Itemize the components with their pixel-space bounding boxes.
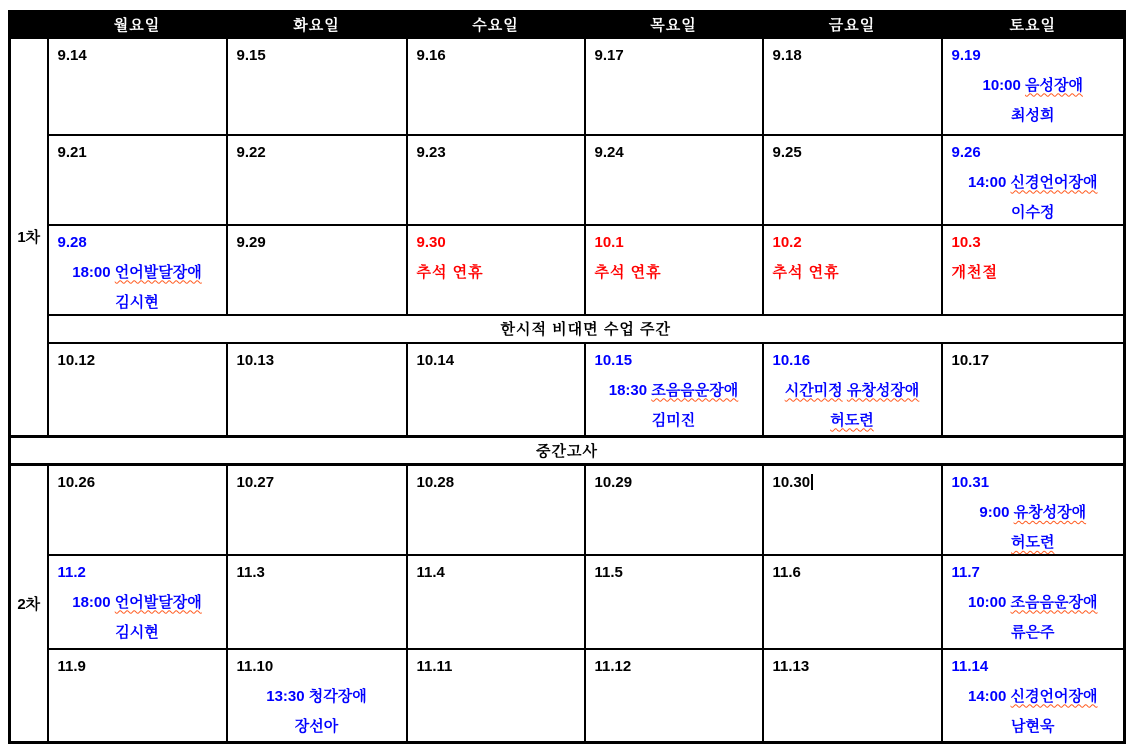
day-cell[interactable]	[48, 555, 227, 649]
event-time-subject	[764, 263, 941, 282]
day-cell[interactable]	[407, 135, 585, 225]
date-label: 9.25	[772, 143, 802, 161]
session-label: 2차	[10, 465, 48, 743]
date-line	[586, 226, 762, 252]
day-cell[interactable]	[48, 225, 227, 315]
event-text: 이수정	[1011, 203, 1055, 221]
day-header-row	[10, 12, 1125, 38]
event-time-subject	[943, 503, 1124, 522]
date-label: 11.5	[594, 563, 623, 581]
date-label: 10.1	[594, 233, 624, 251]
day-cell[interactable]	[585, 465, 763, 555]
date-label: 9.26	[951, 143, 981, 161]
date-line	[408, 226, 584, 252]
day-cell[interactable]	[227, 649, 407, 743]
misspell-squiggle-text: 신경언어장애	[1010, 687, 1098, 705]
day-cell[interactable]	[942, 343, 1125, 437]
event-time-subject	[764, 381, 941, 400]
date-line	[228, 226, 406, 252]
date-label: 9.28	[57, 233, 87, 251]
day-cell[interactable]	[227, 38, 407, 135]
date-line	[586, 344, 762, 370]
week-row	[10, 555, 1125, 649]
event-text: 13:30 청각장애	[266, 687, 367, 705]
event-instructor	[943, 623, 1124, 642]
date-line	[943, 650, 1124, 676]
misspell-squiggle-text: 음성장애	[1025, 76, 1083, 94]
date-line	[408, 136, 584, 162]
event-text: 개천절	[951, 263, 998, 281]
day-cell[interactable]	[942, 38, 1125, 135]
class-schedule-table	[8, 10, 1126, 744]
date-label: 10.13	[236, 351, 275, 369]
week-row	[10, 135, 1125, 225]
day-cell[interactable]	[942, 649, 1125, 743]
day-header: 수요일	[407, 12, 585, 38]
date-label: 10.16	[772, 351, 811, 369]
event-text: 장선아	[294, 717, 339, 735]
date-line	[943, 344, 1124, 370]
date-label: 9.19	[951, 46, 981, 64]
date-line	[49, 39, 226, 65]
date-label: 10.17	[951, 351, 990, 369]
date-label: 10.12	[57, 351, 96, 369]
day-header: 금요일	[763, 12, 942, 38]
day-cell[interactable]	[585, 38, 763, 135]
day-cell[interactable]	[407, 465, 585, 555]
date-line	[49, 344, 226, 370]
date-label: 11.13	[772, 657, 810, 675]
date-line	[764, 466, 941, 492]
date-line	[943, 39, 1124, 65]
date-line	[764, 136, 941, 162]
day-cell[interactable]	[585, 225, 763, 315]
event-instructor	[49, 623, 226, 642]
day-cell[interactable]	[227, 225, 407, 315]
day-cell[interactable]	[763, 343, 942, 437]
date-line	[408, 39, 584, 65]
date-label: 11.12	[594, 657, 632, 675]
week-row	[10, 649, 1125, 743]
date-label: 9.24	[594, 143, 624, 161]
event-time-subject	[943, 687, 1124, 706]
event-instructor	[943, 533, 1124, 552]
day-cell[interactable]	[227, 555, 407, 649]
date-label: 10.28	[416, 474, 455, 491]
date-line	[586, 39, 762, 65]
day-cell[interactable]	[942, 555, 1125, 649]
day-cell[interactable]	[407, 343, 585, 437]
event-text: 10:00	[982, 76, 1026, 94]
date-line	[764, 344, 941, 370]
date-line	[228, 344, 406, 370]
date-line	[764, 226, 941, 252]
event-time-subject	[49, 593, 226, 612]
day-cell[interactable]	[48, 649, 227, 743]
misspell-squiggle-text: 허도련	[1011, 534, 1055, 551]
event-text: 남현욱	[1011, 717, 1055, 735]
date-line	[586, 556, 762, 582]
date-label: 10.14	[416, 351, 455, 369]
event-time-subject	[586, 381, 762, 400]
day-cell[interactable]	[407, 38, 585, 135]
date-line	[228, 39, 406, 65]
date-label: 10.3	[951, 233, 981, 251]
date-line	[764, 650, 941, 676]
misspell-squiggle-text: 시간미정	[784, 381, 843, 399]
event-text: 18:30	[608, 381, 652, 399]
event-text: 김시현	[115, 623, 159, 641]
date-label: 11.2	[57, 563, 86, 581]
date-label: 10.30	[772, 474, 811, 491]
event-text: 18:00	[72, 263, 115, 281]
event-text: 추석 연휴	[772, 263, 840, 281]
date-label: 9.16	[416, 46, 446, 64]
date-line	[764, 556, 941, 582]
event-time-subject	[408, 263, 584, 282]
date-line	[408, 556, 584, 582]
date-line	[943, 466, 1124, 492]
day-cell[interactable]	[407, 649, 585, 743]
event-instructor	[49, 293, 226, 312]
day-cell[interactable]	[48, 135, 227, 225]
event-instructor	[943, 203, 1124, 222]
day-cell[interactable]	[585, 343, 763, 437]
date-label: 9.14	[57, 46, 87, 64]
event-text: 14:00	[968, 173, 1011, 191]
week-row	[10, 38, 1125, 135]
day-cell[interactable]	[48, 465, 227, 555]
date-line	[49, 226, 226, 252]
event-text: 14:00	[968, 687, 1011, 705]
misspell-squiggle-text: 조음음운장애	[651, 381, 739, 399]
event-text: 10:00	[968, 593, 1011, 611]
day-cell[interactable]	[763, 649, 942, 743]
date-label: 9.17	[594, 46, 624, 64]
date-label: 10.26	[57, 474, 96, 491]
date-label: 9.23	[416, 143, 446, 161]
day-cell[interactable]	[763, 555, 942, 649]
date-line	[49, 466, 226, 492]
event-text: 류은주	[1011, 623, 1055, 641]
date-label: 9.18	[772, 46, 802, 64]
date-label: 11.4	[416, 563, 445, 581]
remote-class-banner[interactable]: 한시적 비대면 수업 주간	[48, 315, 1125, 343]
day-cell[interactable]	[407, 555, 585, 649]
day-cell[interactable]	[942, 135, 1125, 225]
day-cell[interactable]	[763, 465, 942, 555]
date-label: 11.9	[57, 657, 86, 675]
date-line	[49, 136, 226, 162]
misspell-squiggle-text: 언어발달장애	[114, 263, 202, 281]
date-line	[49, 650, 226, 676]
midterm-banner[interactable]: 중간고사	[10, 437, 1125, 465]
session-label: 1차	[10, 38, 48, 437]
event-time-subject	[49, 263, 226, 282]
date-label: 11.10	[236, 657, 274, 675]
date-line	[228, 650, 406, 676]
event-instructor	[943, 106, 1124, 125]
event-text: 추석 연휴	[594, 263, 662, 281]
date-label: 9.22	[236, 143, 266, 161]
midterm-row	[10, 437, 1125, 465]
date-label: 11.14	[951, 657, 989, 675]
date-line	[943, 226, 1124, 252]
date-line	[764, 39, 941, 65]
day-cell[interactable]	[227, 135, 407, 225]
date-label: 9.30	[416, 233, 446, 251]
day-cell[interactable]	[763, 225, 942, 315]
event-time-subject	[586, 263, 762, 282]
date-label: 9.29	[236, 233, 266, 251]
day-cell[interactable]	[48, 38, 227, 135]
event-time-subject	[943, 173, 1124, 192]
week-row	[10, 225, 1125, 315]
date-line	[943, 556, 1124, 582]
date-line	[228, 556, 406, 582]
date-label: 11.11	[416, 657, 453, 675]
date-label: 9.15	[236, 46, 266, 64]
event-instructor	[764, 411, 941, 430]
misspell-squiggle-text: 허도련	[830, 411, 874, 429]
day-cell[interactable]	[942, 465, 1125, 555]
day-cell[interactable]	[585, 135, 763, 225]
event-time-subject	[943, 76, 1124, 95]
header-corner	[10, 12, 48, 38]
event-text: 추석 연휴	[416, 263, 484, 281]
banner-row	[10, 315, 1125, 343]
day-cell[interactable]	[585, 555, 763, 649]
event-time-subject	[943, 263, 1124, 282]
event-instructor	[586, 411, 762, 430]
event-time-subject	[943, 593, 1124, 612]
date-line	[228, 466, 406, 492]
date-label: 11.6	[772, 563, 801, 581]
day-header: 토요일	[942, 12, 1125, 38]
misspell-squiggle-text: 신경언어장애	[1010, 173, 1098, 191]
day-cell[interactable]	[227, 343, 407, 437]
event-instructor	[228, 717, 406, 736]
date-line	[408, 466, 584, 492]
event-text: 김미진	[651, 411, 696, 429]
event-instructor	[943, 717, 1124, 736]
day-header: 화요일	[227, 12, 407, 38]
day-header: 월요일	[48, 12, 227, 38]
event-text: 9:00	[979, 504, 1014, 521]
date-line	[586, 466, 762, 492]
day-cell[interactable]	[585, 649, 763, 743]
date-label: 10.15	[594, 351, 633, 369]
week-row	[10, 465, 1125, 555]
day-cell[interactable]	[763, 135, 942, 225]
date-line	[228, 136, 406, 162]
misspell-squiggle-text: 유창성장애	[846, 381, 920, 399]
date-line	[586, 650, 762, 676]
day-cell[interactable]	[407, 225, 585, 315]
date-label: 11.3	[236, 563, 265, 581]
event-text: 18:00	[72, 593, 115, 611]
misspell-squiggle-text: 유창성장애	[1013, 504, 1087, 521]
date-line	[408, 344, 584, 370]
day-cell[interactable]	[942, 225, 1125, 315]
date-line	[586, 136, 762, 162]
date-line	[943, 136, 1124, 162]
date-label: 11.7	[951, 563, 980, 581]
date-label: 10.27	[236, 474, 275, 491]
event-time-subject	[228, 687, 406, 706]
text-caret	[811, 474, 813, 490]
date-label: 10.31	[951, 474, 990, 491]
day-cell[interactable]	[763, 38, 942, 135]
day-cell[interactable]	[227, 465, 407, 555]
date-label: 9.21	[57, 143, 87, 161]
week-row	[10, 343, 1125, 437]
event-text: 최성희	[1011, 106, 1055, 124]
date-line	[49, 556, 226, 582]
day-cell[interactable]	[48, 343, 227, 437]
date-label: 10.2	[772, 233, 802, 251]
date-line	[408, 650, 584, 676]
misspell-squiggle-text: 조음음운장애	[1010, 593, 1098, 611]
event-text: 김시현	[115, 293, 159, 311]
misspell-squiggle-text: 언어발달장애	[114, 593, 202, 611]
date-label: 10.29	[594, 474, 633, 491]
day-header: 목요일	[585, 12, 763, 38]
